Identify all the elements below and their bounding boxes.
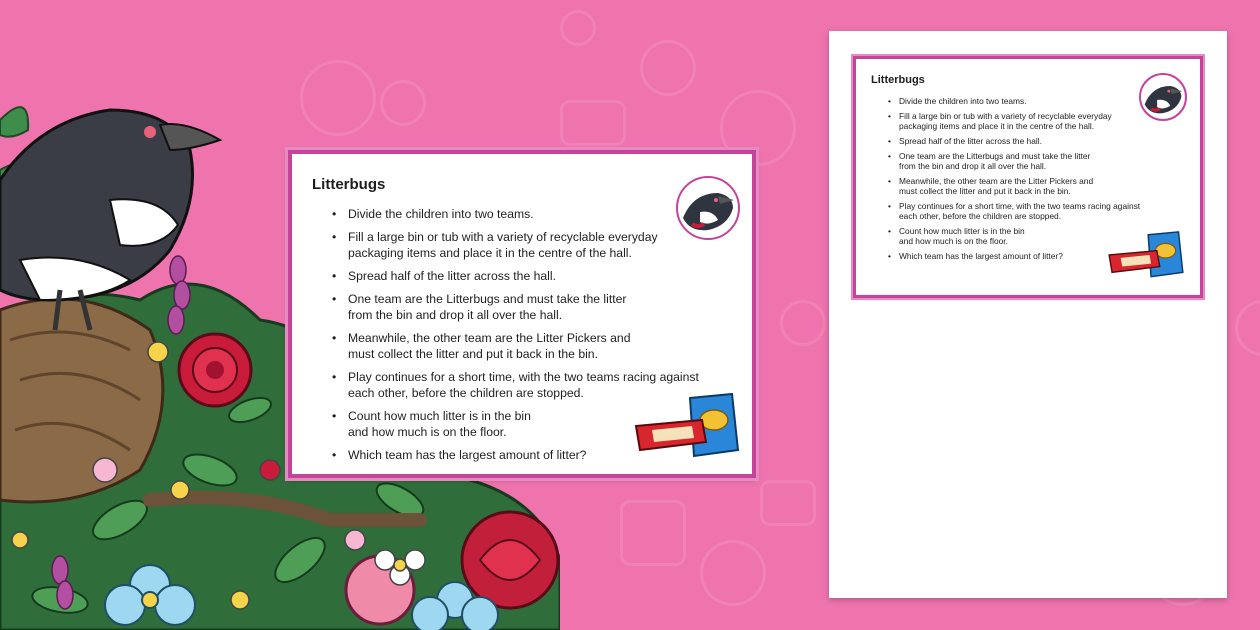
list-item: • Play continues for a short time, with the two teams racing against each other, before the children are stopped. xyxy=(899,201,1189,221)
list-item: • Which team has the largest amount of litter? xyxy=(899,251,1189,261)
list-item: • One team are the Litterbugs and must take the litter from the bin and drop it all over the hall. xyxy=(348,291,728,323)
list-item: • Fill a large bin or tub with a variety of recyclable everyday packaging items and place it in the centre of the hall. xyxy=(348,229,728,261)
list-item: • Count how much litter is in the bin and how much is on the floor. xyxy=(899,226,1189,246)
list-item: • Which team has the largest amount of litter? xyxy=(348,447,728,463)
magpie-icon xyxy=(1139,73,1187,121)
document-page xyxy=(829,31,1227,598)
list-item: • Divide the children into two teams. xyxy=(899,96,1189,106)
list-item: • Fill a large bin or tub with a variety of recyclable everyday packaging items and place it in the centre of the hall. xyxy=(899,111,1189,131)
list-item: • Spread half of the litter across the hall. xyxy=(899,136,1189,146)
crisp-packets-icon xyxy=(632,390,742,462)
activity-card-small xyxy=(853,56,1203,298)
activity-card-large xyxy=(288,150,756,478)
crisp-packets-icon xyxy=(1106,229,1186,281)
card-title: Litterbugs xyxy=(312,176,386,193)
magpie-icon xyxy=(676,176,740,240)
list-item: • Play continues for a short time, with the two teams racing against each other, before the children are stopped. xyxy=(348,369,728,401)
list-item: • Meanwhile, the other team are the Litter Pickers and must collect the litter and put it back in the bin. xyxy=(348,330,728,362)
list-item: • Meanwhile, the other team are the Litter Pickers and must collect the litter and put it back in the bin. xyxy=(899,176,1189,196)
red-rose xyxy=(462,512,558,608)
list-item: • Divide the children into two teams. xyxy=(348,206,728,222)
red-dahlia xyxy=(179,334,251,406)
card-title: Litterbugs xyxy=(871,74,925,86)
list-item: • Spread half of the litter across the hall. xyxy=(348,268,728,284)
list-item: • One team are the Litterbugs and must take the litter from the bin and drop it all over the hall. xyxy=(899,151,1189,171)
list-item: • Count how much litter is in the bin and how much is on the floor. xyxy=(348,408,728,440)
